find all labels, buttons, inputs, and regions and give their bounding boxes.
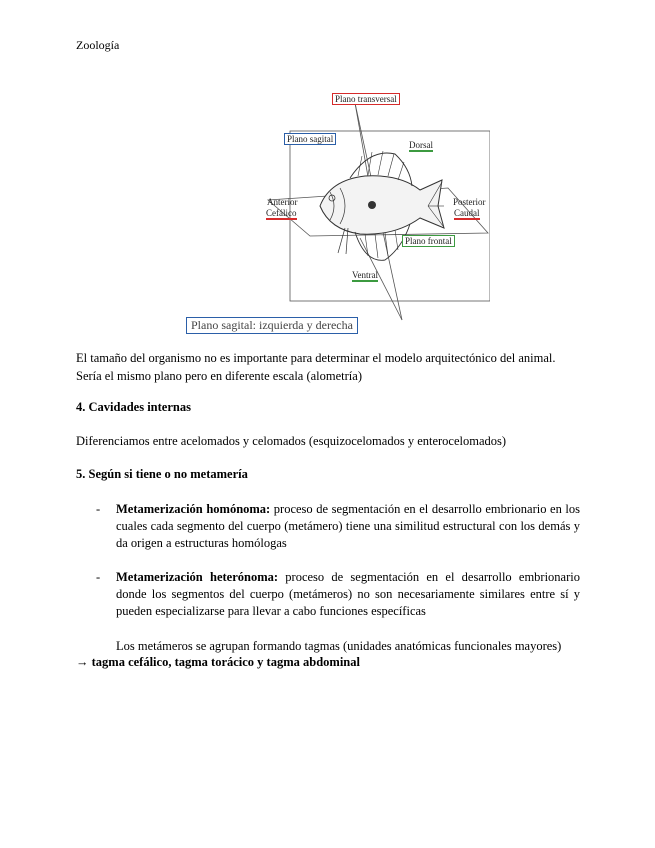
heading-cavidades: 4. Cavidades internas xyxy=(76,400,191,414)
label-posterior: Posterior xyxy=(453,197,486,207)
label-caudal: Caudal xyxy=(454,208,480,218)
page-header: Zoología xyxy=(76,38,120,52)
bullet-term: Metamerización heterónoma: xyxy=(116,570,279,584)
label-cefalico: Cefálico xyxy=(266,208,297,218)
paragraph-cavities: Diferenciamos entre acelomados y celomados (esquizocelomados y enterocelomados) xyxy=(76,434,507,448)
bullet-marker: - xyxy=(96,570,101,584)
bullet-heteronoma xyxy=(116,569,580,620)
label-dorsal: Dorsal xyxy=(409,140,433,150)
paragraph-tagmas: Los metámeros se agrupan formando tagmas (unidades anatómicas funcionales mayores) xyxy=(116,639,562,653)
bullet-marker: - xyxy=(96,502,101,516)
label-plano-sagital: Plano sagital xyxy=(284,133,336,145)
paragraph-size: El tamaño del organismo no es importante para determinar el modelo arquitectónico del animal. Sería el mismo plano pero en diferente escala (alometría) xyxy=(76,351,556,383)
label-anterior: Anterior xyxy=(267,197,298,207)
fish-planes-drawing xyxy=(180,88,490,338)
bullet-text: proceso de segmentación en el desarrollo embrionario donde los segmentos del cuerpo (metámeros) no son necesariamente similares entre sí y pueden especializarse para llevar a cabo funciones específicas xyxy=(116,570,580,618)
label-ventral: Ventral xyxy=(352,270,378,280)
figure-caption: Plano sagital: izquierda y derecha xyxy=(186,317,358,334)
anatomical-planes-figure xyxy=(180,88,490,338)
label-plano-frontal: Plano frontal xyxy=(402,235,455,247)
bullet-homonoma xyxy=(116,501,580,552)
tagmas-list: → tagma cefálico, tagma torácico y tagma abdominal xyxy=(76,655,360,669)
bullet-term: Metamerización homónoma: xyxy=(116,502,271,516)
heading-metameria: 5. Según si tiene o no metamería xyxy=(76,467,248,481)
label-plano-transversal: Plano transversal xyxy=(332,93,400,105)
bullet-text: proceso de segmentación en el desarrollo embrionario en los cuales cada segmento del cuerpo (metámero) tiene una similitud estructural con los demás y da origen a estructuras homólogas xyxy=(116,502,580,550)
